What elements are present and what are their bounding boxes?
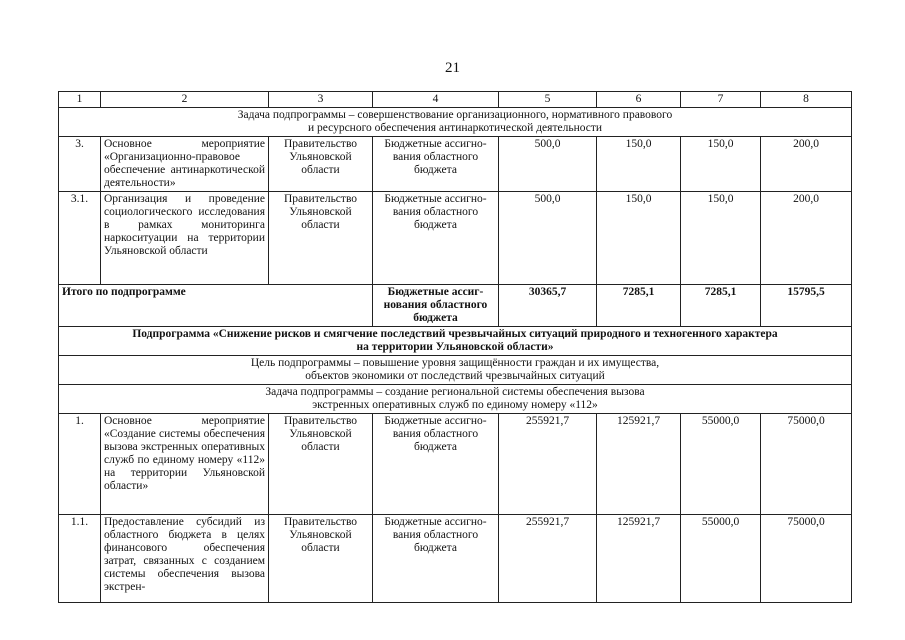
table-row <box>59 515 852 603</box>
column-number: 6 <box>597 92 681 108</box>
year-2-amount: 55000,0 <box>681 515 761 603</box>
task-heading: Задача подпрограммы – совершенствование организационного, нормативного правового и ресурсного обеспечения антинаркотической деятельности <box>237 109 673 134</box>
column-number: 7 <box>681 92 761 108</box>
measure-name: Основное мероприятие «Организационно-правовое обеспечение антинаркотической деятельности» <box>101 137 269 192</box>
funding-source: Бюджетные ассигно- вания областного бюджета <box>384 516 487 554</box>
executor: Правительство Ульяновской области <box>283 415 358 453</box>
column-number: 5 <box>499 92 597 108</box>
subtotal-row <box>59 285 852 327</box>
row-number: 1. <box>59 414 101 515</box>
total-amount: 255921,7 <box>499 515 597 603</box>
measure-name: Организация и проведение социологического исследования в рамках мониторинга наркоситуации на территории Ульяновской области <box>101 192 269 285</box>
task-row <box>59 108 852 137</box>
total-amount: 500,0 <box>499 192 597 285</box>
funding-source: Бюджетные ассигно- вания областного бюджета <box>384 415 487 453</box>
goal-heading: Цель подпрограммы – повышение уровня защищённости граждан и их имущества, объектов экономики от последствий чрезвычайных ситуаций <box>250 357 660 382</box>
row-number: 3.1. <box>59 192 101 285</box>
year-3-amount: 200,0 <box>761 137 852 192</box>
measure-name: Предоставление субсидий из областного бюджета в целях финансового обеспечения затрат, связанных с созданием системы обеспечения вызова экстрен- <box>101 515 269 603</box>
total-amount: 30365,7 <box>499 285 597 327</box>
subprogram-row <box>59 327 852 356</box>
year-2-amount: 55000,0 <box>681 414 761 515</box>
year-3-amount: 75000,0 <box>761 515 852 603</box>
table-row <box>59 137 852 192</box>
total-amount: 500,0 <box>499 137 597 192</box>
executor: Правительство Ульяновской области <box>283 138 358 176</box>
year-1-amount: 7285,1 <box>597 285 681 327</box>
executor: Правительство Ульяновской области <box>283 516 358 554</box>
column-number: 2 <box>101 92 269 108</box>
year-2-amount: 7285,1 <box>681 285 761 327</box>
row-number: 1.1. <box>59 515 101 603</box>
total-amount: 255921,7 <box>499 414 597 515</box>
funding-source: Бюджетные ассигно- вания областного бюджета <box>384 138 487 176</box>
year-3-amount: 15795,5 <box>761 285 852 327</box>
task-row <box>59 385 852 414</box>
column-number: 1 <box>59 92 101 108</box>
column-number: 3 <box>269 92 373 108</box>
year-3-amount: 200,0 <box>761 192 852 285</box>
row-number: 3. <box>59 137 101 192</box>
year-2-amount: 150,0 <box>681 137 761 192</box>
year-1-amount: 150,0 <box>597 137 681 192</box>
executor: Правительство Ульяновской области <box>283 193 358 231</box>
subtotal-label: Итого по подпрограмме <box>59 285 373 327</box>
year-1-amount: 150,0 <box>597 192 681 285</box>
column-number: 4 <box>373 92 499 108</box>
funding-source: Бюджетные ассигно- вания областного бюджета <box>384 193 487 231</box>
goal-row <box>59 356 852 385</box>
column-number: 8 <box>761 92 852 108</box>
budget-table <box>58 91 852 603</box>
measure-name: Основное мероприятие «Создание системы обеспечения вызова экстренных оперативных служб по единому номеру «112» на территории Ульяновской области» <box>101 414 269 515</box>
year-1-amount: 125921,7 <box>597 414 681 515</box>
funding-source: Бюджетные ассиг- нования областного бюджета <box>383 286 488 324</box>
subprogram-heading: Подпрограмма «Снижение рисков и смягчение последствий чрезвычайных ситуаций природного и техногенного характера на территории Ульяновской области» <box>132 328 778 353</box>
task-heading: Задача подпрограммы – создание региональной системы обеспечения вызова экстренных оперативных служб по единому номеру «112» <box>265 386 645 411</box>
table-row <box>59 414 852 515</box>
year-2-amount: 150,0 <box>681 192 761 285</box>
year-3-amount: 75000,0 <box>761 414 852 515</box>
page-number: 21 <box>445 60 460 76</box>
year-1-amount: 125921,7 <box>597 515 681 603</box>
table-row <box>59 192 852 285</box>
column-number-row <box>59 92 852 108</box>
